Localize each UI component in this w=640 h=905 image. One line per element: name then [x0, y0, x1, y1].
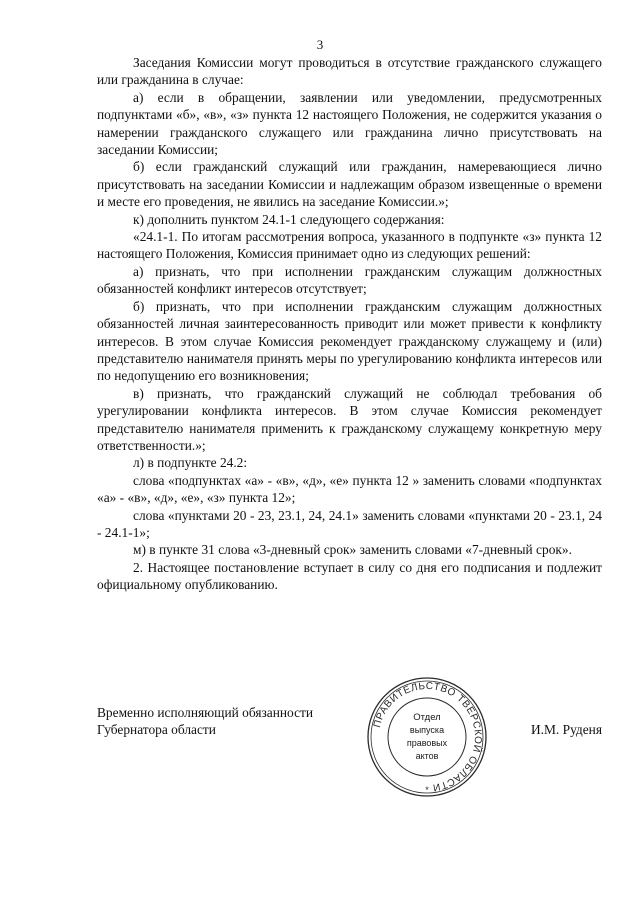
- paragraph: 2. Настоящее постановление вступает в силу со дня его подписания и подлежит официальному опубликованию.: [97, 559, 602, 593]
- signatory-title-line: Временно исполняющий обязанности: [97, 705, 314, 720]
- paragraph: «24.1-1. По итогам рассмотрения вопроса, указанного в подпункте «з» пункта 12 настоящего Положения, Комиссия принимает одно из следующих решений:: [97, 229, 602, 262]
- stamp-line: правовых: [406, 738, 448, 748]
- stamp-line: Отдел: [413, 712, 441, 723]
- paragraph: м) в пункте 31 слова «3-дневный срок» заменить словами «7-дневный срок».: [133, 542, 572, 558]
- paragraph: слова «подпунктах «а» - «в», «д», «е» пункта 12 » заменить словами «подпунктах «а» - «в», «д», «е», «з» пункта 12»;: [97, 472, 602, 506]
- paragraph: б) если гражданский служащий или гражданин, намеревающиеся лично присутствовать на заседании Комиссии и надлежащим образом извещенные о времени и месте его проведения, не явились на заседание Комиссии.»;: [97, 159, 602, 210]
- signatory-title-line: Губернатора области: [97, 722, 216, 738]
- official-stamp: [365, 675, 489, 799]
- page-number: 3: [316, 37, 324, 52]
- star-icon: *: [425, 785, 429, 795]
- paragraph: а) признать, что при исполнении гражданским служащим должностных обязанностей конфликт интересов отсутствует;: [97, 263, 602, 297]
- paragraph: Заседания Комиссии могут проводиться в отсутствие гражданского служащего или гражданина в случае:: [97, 55, 602, 88]
- paragraph: слова «пунктами 20 - 23, 23.1, 24, 24.1» заменить словами «пунктами 20 - 23.1, 24 - 24.1-1»;: [97, 507, 602, 540]
- stamp-line: актов: [415, 751, 439, 761]
- signatory-title: [97, 704, 313, 739]
- stamp-ring-text-path: ПРАВИТЕЛЬСТВО ТВЕРСКОЙ ОБЛАСТИ: [371, 680, 484, 793]
- document-body: [97, 54, 602, 594]
- paragraph: л) в подпункте 24.2:: [133, 455, 248, 471]
- paragraph: в) признать, что гражданский служащий не соблюдал требования об урегулировании конфликта интересов. В этом случае Комиссия рекомендует представителю нанимателя применить к гражданскому служащему конкретную меру ответственности.»;: [97, 385, 602, 453]
- signature-block: [97, 680, 602, 810]
- paragraph: к) дополнить пунктом 24.1-1 следующего содержания:: [133, 211, 445, 227]
- signatory-name: И.М. Руденя: [531, 722, 602, 737]
- paragraph: а) если в обращении, заявлении или уведомлении, предусмотренных подпунктами «б», «в», «з» пункта 12 настоящего Положения, не содержится указания о намерении гражданского служащего или гражданина лично присутствовать на заседании Комиссии;: [97, 89, 602, 158]
- paragraph: б) признать, что при исполнении гражданским служащим должностных обязанностей личная заинтересованность приводит или может привести к конфликту интересов. В этом случае Комиссия рекомендует гражданскому служащему и (или) представителю нанимателя принять меры по урегулированию конфликта интересов или по недопущению его возникновения;: [97, 298, 602, 384]
- stamp-line: выпуска: [409, 725, 445, 735]
